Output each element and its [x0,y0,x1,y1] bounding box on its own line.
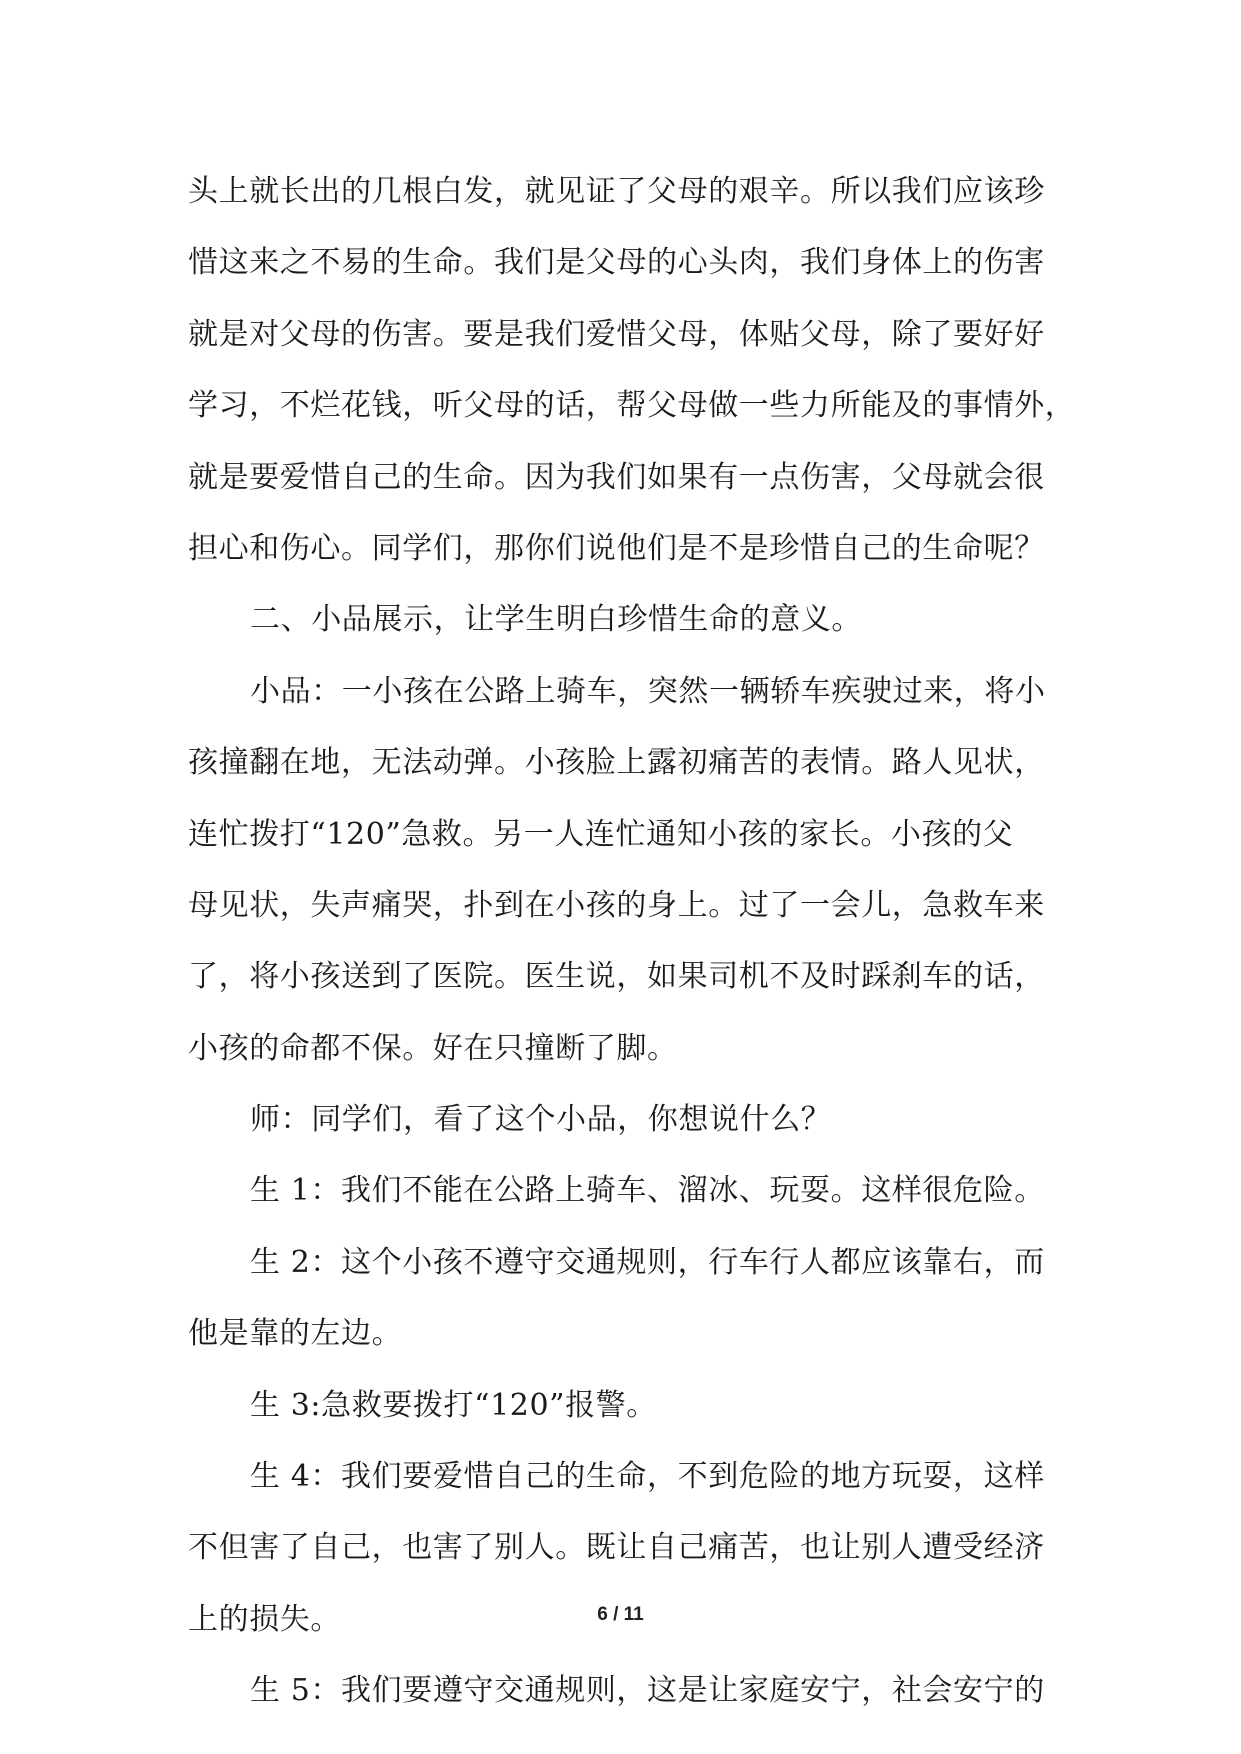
text-line: 上的损失。 [188,1601,341,1637]
page-number: 6 / 11 [597,1604,644,1625]
text-line: 小孩的命都不保。好在只撞断了脚。 [188,1030,678,1066]
text-line: 担心和伤心。同学们，那你们说他们是不是珍惜自己的生命呢？ [188,530,1045,566]
paragraph-start: 生 2：这个小孩不遵守交通规则，行车行人都应该靠右，而 [250,1244,1045,1280]
text-line: 惜这来之不易的生命。我们是父母的心头肉，我们身体上的伤害 [188,245,1045,281]
text-line: 就是对父母的伤害。要是我们爱惜父母，体贴父母，除了要好好 [188,316,1045,352]
paragraph-start: 师：同学们，看了这个小品，你想说什么？ [250,1102,832,1138]
text-line: 他是靠的左边。 [188,1316,403,1352]
paragraph-start: 生 4：我们要爱惜自己的生命，不到危险的地方玩耍，这样 [250,1459,1045,1495]
text-line: 了，将小孩送到了医院。医生说，如果司机不及时踩刹车的话， [188,959,1045,995]
paragraph-start: 生 1：我们不能在公路上骑车、溜冰、玩耍。这样很危险。 [250,1173,1045,1209]
text-line: 连忙拨打“120”急救。另一人连忙通知小孩的家长。小孩的父 [188,816,1014,852]
paragraph-start: 生 5：我们要遵守交通规则，这是让家庭安宁，社会安宁的 [250,1673,1045,1709]
section-heading: 二、小品展示，让学生明白珍惜生命的意义。 [250,602,862,638]
text-line: 就是要爱惜自己的生命。因为我们如果有一点伤害，父母就会很 [188,459,1045,495]
text-line: 母见状，失声痛哭，扑到在小孩的身上。过了一会儿，急救车来 [188,887,1045,923]
text-line: 不但害了自己，也害了别人。既让自己痛苦，也让别人遭受经济 [188,1530,1045,1566]
text-line: 头上就长出的几根白发，就见证了父母的艰辛。所以我们应该珍 [188,174,1045,209]
document-body [188,156,1076,1727]
paragraph-start: 小品：一小孩在公路上骑车，突然一辆轿车疾驶过来，将小 [250,673,1046,709]
paragraph-start: 生 3:急救要拨打“120”报警。 [250,1387,657,1423]
text-line: 孩撞翻在地，无法动弹。小孩脸上露初痛苦的表情。路人见状， [188,745,1045,781]
text-line: 学习，不烂花钱，听父母的话，帮父母做一些力所能及的事情外， [188,388,1076,424]
